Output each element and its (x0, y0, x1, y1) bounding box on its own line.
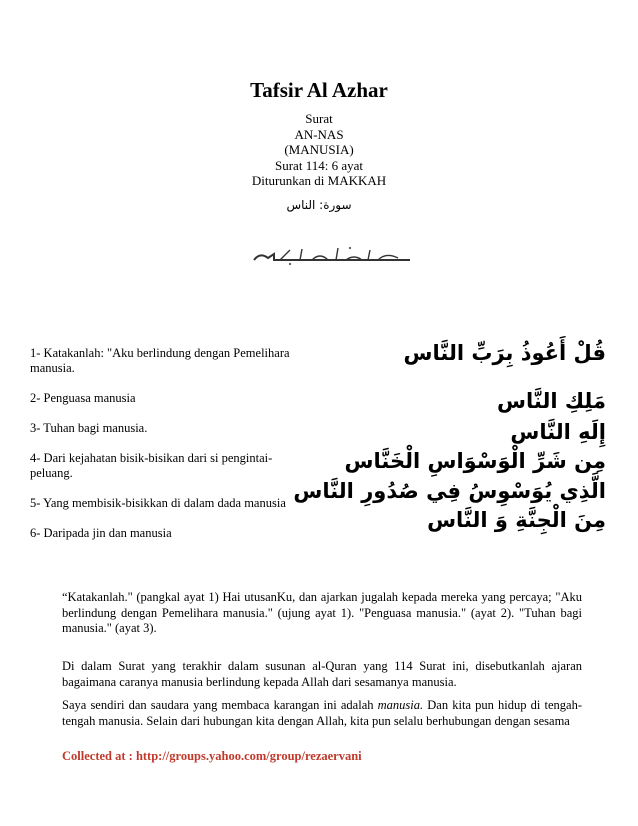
bismillah-calligraphy (250, 244, 415, 266)
commentary-paragraph-2: Di dalam Surat yang terakhir dalam susunan al-Quran yang 114 Surat ini, disebutkanlah ajaran bagaimana caranya manusia berlindung kepada Allah dari sesamanya manusia. (62, 659, 582, 689)
arabic-verse-2: مَلِكِ النَّاس (497, 389, 606, 413)
paragraph-3-end: Dan kita pun hidup di tengah-tengah manusia. Selain dari hubungan kita dengan Allah, kita pun selalu berhubungan dengan sesama (62, 698, 582, 728)
arabic-verse-3: إِلَهِ النَّاس (510, 420, 606, 444)
arabic-verse-6: مِنَ الْجِنَّةِ وَ النَّاس (427, 508, 606, 532)
translation-verse-4: 4- Dari kejahatan bisik-bisikan dari si pengintai-peluang. (30, 451, 273, 480)
source-link[interactable]: http://groups.yahoo.com/group/rezaervani (135, 749, 362, 763)
translation-list (30, 346, 310, 541)
translation-verse-2: 2- Penguasa manusia (30, 391, 136, 405)
arabic-surah-name: سورة: الناس (286, 198, 352, 212)
translation-verse-6: 6- Daripada jin dan manusia (30, 526, 172, 540)
source-credit-label: Collected at : (62, 749, 136, 763)
translation-verse-3: 3- Tuhan bagi manusia. (30, 421, 148, 435)
source-credit (62, 749, 362, 764)
paragraph-3-start: Saya sendiri dan saudara yang membaca karangan ini adalah (62, 698, 378, 712)
surah-number: Surat 114: 6 ayat (275, 157, 363, 173)
document-title: Tafsir Al Azhar (250, 78, 388, 102)
commentary-paragraph-3 (62, 698, 582, 729)
translation-verse-1: 1- Katakanlah: "Aku berlindung dengan Pemelihara manusia. (30, 346, 290, 375)
surah-name: AN-NAS (294, 126, 344, 142)
arabic-verse-5: الَّذِي يُوَسْوِسُ فِي صُدُورِ النَّاس (293, 479, 606, 503)
surah-meaning: (MANUSIA) (284, 142, 354, 157)
arabic-verse-4: مِن شَرِّ الْوَسْوَاسِ الْخَنَّاس (344, 449, 606, 473)
translation-verse-5: 5- Yang membisik-bisikkan di dalam dada manusia (30, 496, 286, 510)
commentary-paragraph-1: “Katakanlah." (pangkal ayat 1) Hai utusanKu, dan ajarkan jugalah kepada mereka yang percaya; "Aku berlindung dengan Pemelihara manusia." (ujung ayat 1). "Penguasa manusia." (ayat 2). "Tuhan bagi manusia." (ayat 3). (62, 590, 582, 635)
arabic-verse-1: قُلْ أَعُوذُ بِرَبِّ النَّاس (403, 341, 606, 365)
surah-info (0, 111, 638, 189)
surah-label: Surat (305, 111, 333, 126)
revelation-place: Diturunkan di MAKKAH (251, 173, 387, 188)
paragraph-3-emphasis: manusia. (377, 698, 424, 712)
